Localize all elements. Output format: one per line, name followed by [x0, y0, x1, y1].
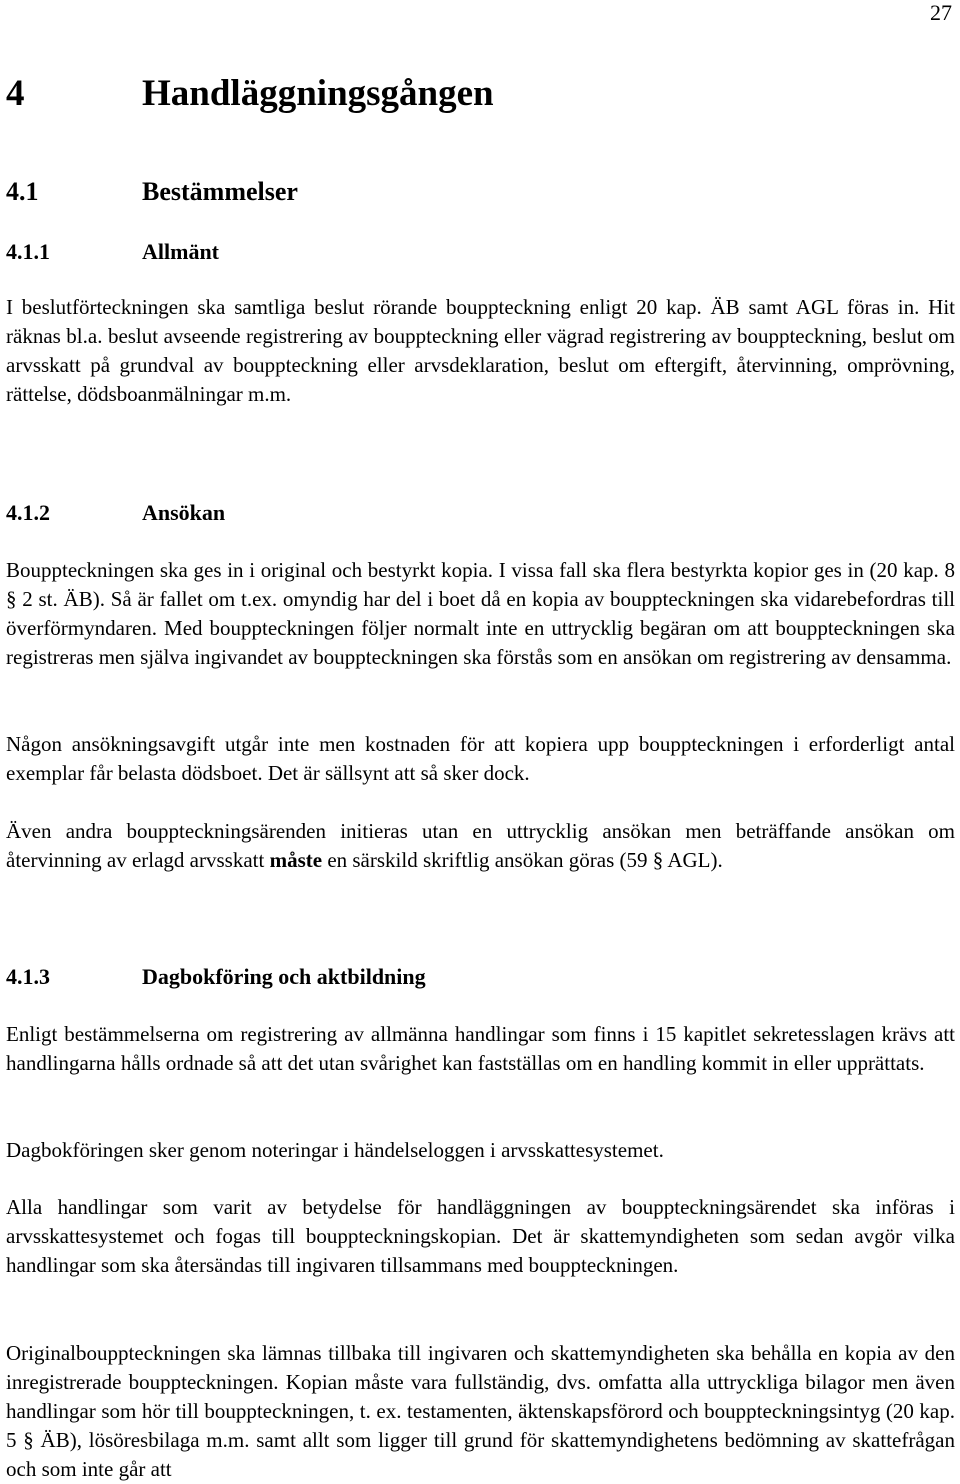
subsection-number: 4.1.2: [6, 500, 50, 525]
paragraph: Originalbouppteckningen ska lämnas tillbaka till ingivaren och skattemyndigheten ska behålla en kopia av den inregistrerade bouppteckningen. Kopian måste vara fullständig, dvs. omfatta alla uttryckliga bilagor men även handlingar som hör till bouppteckningen, t. ex. testamenten, äktenskapsförord och bouppteckningsintyg (20 kap. 5 § ÄB), lösöresbilaga m.m. samt allt som ligger till grund för skattemyndighetens bedömning av skattefrågan och som inte går att: [6, 1341, 955, 1481]
emphasis-text: måste: [269, 848, 323, 872]
paragraph: [6, 817, 955, 875]
chapter-number: 4: [6, 73, 25, 114]
paragraph: Enligt bestämmelserna om registrering av allmänna handlingar som finns i 15 kapitlet sekretesslagen krävs att handlingarna hålls ordnade så att det utan svårighet kan fastställas om en handling kommit in eller upprättats.: [6, 1022, 955, 1075]
section-number: 4.1: [6, 177, 39, 206]
subsection-number: 4.1.3: [6, 964, 50, 989]
subsection-title: Dagbokföring och aktbildning: [142, 964, 426, 989]
chapter-title: Handläggningsgången: [142, 73, 494, 114]
subsection-number: 4.1.1: [6, 239, 50, 264]
paragraph: Alla handlingar som varit av betydelse för handläggningen av bouppteckningsärendet ska införas i arvsskattesystemet och fogas till bouppteckningskopian. Det är skattemyndigheten som sedan avgör vilka handlingar som ska återsändas till ingivaren tillsammans med bouppteckningen.: [6, 1195, 955, 1277]
subsection-heading-dagbokforing: [6, 963, 426, 991]
section-heading: [6, 176, 298, 208]
subsection-heading-allmant: [6, 238, 219, 266]
paragraph-text: en särskild skriftlig ansökan göras (59 § AGL).: [322, 848, 723, 872]
subsection-heading-ansokan: [6, 499, 225, 527]
subsection-title: Ansökan: [142, 500, 226, 525]
subsection-title: Allmänt: [142, 239, 219, 264]
section-title: Bestämmelser: [142, 177, 298, 206]
paragraph: I beslutförteckningen ska samtliga beslut rörande bouppteckning enligt 20 kap. ÄB samt AGL föras in. Hit räknas bl.a. beslut avseende registrering av bouppteckning eller vägrad registrering av bouppteckning, beslut om arvsskatt på grundval av bouppteckning eller arvsdeklaration, beslut om eftergift, återvinning, omprövning, rättelse, dödsboanmälningar m.m.: [6, 295, 955, 406]
paragraph: Någon ansökningsavgift utgår inte men kostnaden för att kopiera upp bouppteckningen i erforderligt antal exemplar får belasta dödsboet. Det är sällsynt att så sker dock.: [6, 732, 955, 785]
page-number: 27: [930, 0, 952, 25]
paragraph: Bouppteckningen ska ges in i original och bestyrkt kopia. I vissa fall ska flera bestyrkta kopior ges in (20 kap. 8 § 2 st. ÄB). Så är fallet om t.ex. omyndig har del i boet då en kopia av bouppteckningen ska vidarebefordras till överförmyndaren. Med bouppteckningen följer normalt inte en uttrycklig begäran om att bouppteckningen ska registreras men själva ingivandet av bouppteckningen ska förstås som en ansökan om registrering av densamma.: [6, 558, 955, 669]
paragraph: Dagbokföringen sker genom noteringar i händelseloggen i arvsskattesystemet.: [6, 1138, 664, 1162]
paragraph-text: Även andra bouppteckningsärenden initieras utan en uttrycklig ansökan men beträffande ansökan om återvinning av erlagd arvsskatt: [6, 819, 955, 872]
chapter-heading: [6, 72, 494, 116]
